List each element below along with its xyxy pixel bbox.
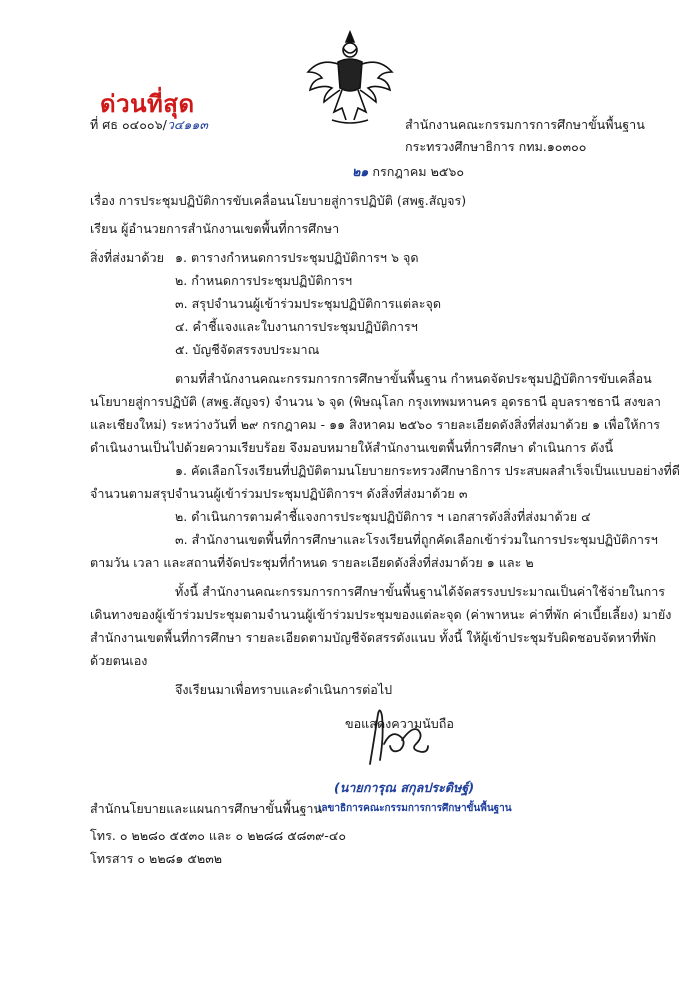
closing-line: จึงเรียนมาเพื่อทราบและดำเนินการต่อไป — [175, 682, 393, 697]
enclosure-item-4: ๔. คำชี้แจงและใบงานการประชุมปฏิบัติการฯ — [175, 319, 418, 334]
signer-title: เลขาธิการคณะกรรมการการศึกษาขั้นพื้นฐาน — [318, 803, 512, 814]
signer-name: (นายการุณ สกุลประดิษฐ์) — [334, 780, 475, 795]
garuda-emblem-icon — [302, 28, 398, 128]
agency-line-2: กระทรวงศึกษาธิการ กทม.๑๐๓๐๐ — [405, 139, 587, 154]
body-p1-line-1: ตามที่สำนักงานคณะกรรมการการศึกษาขั้นพื้นฐาน กำหนดจัดประชุมปฏิบัติการขับเคลื่อน — [175, 371, 652, 386]
reference-handwritten: ว๔๑๑๓ — [166, 117, 209, 132]
footer-office: สำนักนโยบายและแผนการศึกษาขั้นพื้นฐาน — [90, 801, 323, 816]
regards-line: ขอแสดงความนับถือ — [345, 716, 454, 731]
action-item-3-line-2: ตามวัน เวลา และสถานที่จัดประชุมที่กำหนด รายละเอียดดังสิ่งที่ส่งมาด้วย ๑ และ ๒ — [90, 555, 534, 570]
body-p1-line-3: และเชียงใหม่) ระหว่างวันที่ ๒๙ กรกฎาคม - ๑๑ สิงหาคม ๒๕๖๐ รายละเอียดดังสิ่งที่ส่งมาด้วย ๑ เพื่อให้การ — [90, 417, 661, 432]
recipient-line: เรียน ผู้อำนวยการสำนักงานเขตพื้นที่การศึกษา — [90, 221, 340, 236]
body-p1-line-2: นโยบายสู่การปฏิบัติ (สพฐ.สัญจร) จำนวน ๖ จุด (พิษณุโลก กรุงเทพมหานคร อุดรธานี อุบลราชธานี สงขลา — [90, 394, 661, 409]
agency-line-1: สำนักงานคณะกรรมการการศึกษาขั้นพื้นฐาน — [405, 117, 645, 132]
reference-prefix: ที่ ศธ ๐๔๐๐๖/ — [90, 117, 167, 132]
document-date — [352, 164, 464, 180]
enclosures-label: สิ่งที่ส่งมาด้วย — [90, 250, 164, 265]
action-item-1-line-1: ๑. คัดเลือกโรงเรียนที่ปฏิบัติตามนโยบายกระทรวงศึกษาธิการ ประสบผลสำเร็จเป็นแบบอย่างที่ดี — [175, 463, 680, 478]
enclosure-item-2: ๒. กำหนดการประชุมปฏิบัติการฯ — [175, 273, 353, 288]
enclosure-item-1: ๑. ตารางกำหนดการประชุมปฏิบัติการฯ ๖ จุด — [175, 250, 419, 265]
body-p2-line-3: สำนักงานเขตพื้นที่การศึกษา รายละเอียดตามบัญชีจัดสรรดังแนบ ทั้งนี้ ให้ผู้เข้าประชุมรับผิดชอบจัดหาที่พัก — [90, 630, 657, 645]
body-p2-line-4: ด้วยตนเอง — [90, 653, 148, 668]
enclosure-item-3: ๓. สรุปจำนวนผู้เข้าร่วมประชุมปฏิบัติการแต่ละจุด — [175, 296, 442, 311]
date-day-handwritten: ๒๑ — [352, 164, 369, 179]
handwritten-signature-icon — [362, 700, 432, 770]
body-p2-line-2: เดินทางของผู้เข้าร่วมประชุมตามจำนวนผู้เข้าร่วมประชุมของแต่ละจุด (ค่าพาหนะ ค่าที่พัก ค่าเบี้ยเลี้ยง) มายัง — [90, 607, 672, 622]
footer-telephone: โทร. ๐ ๒๒๘๐ ๕๕๓๐ และ ๐ ๒๒๘๘ ๕๘๓๙-๔๐ — [90, 828, 347, 843]
action-item-3-line-1: ๓. สำนักงานเขตพื้นที่การศึกษาและโรงเรียนที่ถูกคัดเลือกเข้าร่วมในการประชุมปฏิบัติการฯ — [175, 532, 658, 547]
urgency-stamp: ด่วนที่สุด — [100, 90, 195, 118]
body-p1-line-4: ดำเนินงานเป็นไปด้วยความเรียบร้อย จึงมอบหมายให้สำนักงานเขตพื้นที่การศึกษา ดำเนินการ ดังนี้ — [90, 440, 614, 455]
action-item-1-line-2: จำนวนตามสรุปจำนวนผู้เข้าร่วมประชุมปฏิบัติการฯ ดังสิ่งที่ส่งมาด้วย ๓ — [90, 486, 468, 501]
enclosure-item-5: ๕. บัญชีจัดสรรงบประมาณ — [175, 342, 320, 357]
footer-fax: โทรสาร ๐ ๒๒๘๑ ๕๒๓๒ — [90, 851, 223, 866]
subject-line: เรื่อง การประชุมปฏิบัติการขับเคลื่อนนโยบายสู่การปฏิบัติ (สพฐ.สัญจร) — [90, 193, 467, 208]
date-month-year: กรกฎาคม ๒๕๖๐ — [372, 164, 465, 179]
action-item-2: ๒. ดำเนินการตามคำชี้แจงการประชุมปฏิบัติการ ฯ เอกสารดังสิ่งที่ส่งมาด้วย ๔ — [175, 509, 591, 524]
body-p2-line-1: ทั้งนี้ สำนักงานคณะกรรมการการศึกษาขั้นพื้นฐานได้จัดสรรงบประมาณเป็นค่าใช้จ่ายในการ — [175, 584, 666, 599]
reference-number — [90, 117, 208, 133]
